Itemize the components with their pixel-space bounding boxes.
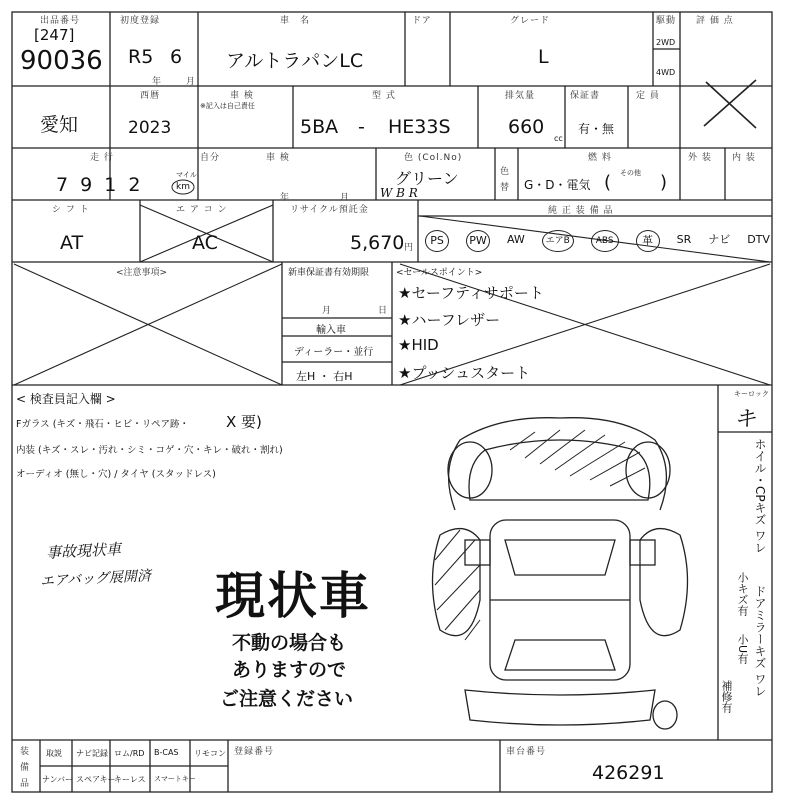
grade-label: グレード xyxy=(510,16,551,26)
model-name: アルトラパンLC xyxy=(226,50,364,72)
color-code: W B R xyxy=(380,186,418,200)
equip-abs: ABS xyxy=(591,230,619,252)
chassis-label: 車台番号 xyxy=(506,747,547,757)
color-label: 色 (Col.No) xyxy=(404,153,463,163)
equipment-label: 純 正 装 備 品 xyxy=(548,206,614,216)
inspector-line-1-mark: X 要) xyxy=(226,413,262,431)
fuel-paren-open: ( xyxy=(604,172,612,193)
note-col-4: 小U有 xyxy=(736,634,749,665)
fuel-other: その他 xyxy=(620,169,641,177)
equip-airbag: エアB xyxy=(542,230,574,252)
door-label: ドア xyxy=(412,16,432,26)
region: 愛知 xyxy=(40,114,79,136)
ac: AC xyxy=(192,232,218,254)
color-side-2: 替 xyxy=(500,183,511,193)
color-side-1: 色 xyxy=(500,167,511,177)
caution-label: <注意事項> xyxy=(116,268,168,278)
stamp-line-1: 不動の場合も xyxy=(232,632,347,654)
note-col-3: ドアミラーキズ ワレ xyxy=(753,585,767,697)
drive-4wd: 4WD xyxy=(656,68,676,77)
mileage-unit-top: マイル xyxy=(176,171,197,179)
equip-ps: PS xyxy=(425,230,449,252)
lot-label: 出品番号 xyxy=(40,16,81,26)
score-label: 評 価 点 xyxy=(696,16,734,26)
displacement: 660 xyxy=(508,116,545,138)
equip-leather: 革 xyxy=(636,230,660,252)
chassis-number: 426291 xyxy=(592,762,665,784)
mileage-unit: km xyxy=(176,182,190,192)
drive-2wd: 2WD xyxy=(656,38,676,47)
month-unit-3: 月 xyxy=(340,193,351,203)
drive-label: 駆動 xyxy=(656,16,677,26)
recycle: 5,670 xyxy=(350,232,405,254)
inspector-line-2: 内装 (キズ・スレ・汚れ・シミ・コゲ・穴・キレ・破れ・割れ) xyxy=(16,445,283,456)
car-diagram xyxy=(433,418,688,729)
recycle-unit: 円 xyxy=(404,243,415,253)
import-label: 輸入車 xyxy=(316,325,346,336)
interior-label: 内 装 xyxy=(732,153,756,163)
year-unit-3: 年 xyxy=(280,193,291,203)
stamp-line-3: ご注意ください xyxy=(220,688,354,710)
warranty-day: 日 xyxy=(378,306,389,316)
type-code: HE33S xyxy=(388,116,451,138)
sales-point-2: ★ハーフレザー xyxy=(398,311,501,329)
odometer-label: 自分 xyxy=(200,153,221,163)
warranty-label: 新車保証書有効期限 xyxy=(288,268,370,278)
mileage: 7 9 1 2 xyxy=(56,174,144,196)
model-label: 車 名 xyxy=(280,16,311,26)
stamp-title: 現状車 xyxy=(215,567,371,625)
equip-aw: AW xyxy=(506,233,525,246)
key-lock-mark: キ xyxy=(734,407,757,432)
lot-number: 90036 xyxy=(20,46,103,76)
inspection-label: 車 検 xyxy=(230,91,254,101)
exterior-label: 外 装 xyxy=(688,153,712,163)
sales-point-4: ★プッシュスタート xyxy=(398,364,531,382)
fuel-label: 燃 料 xyxy=(588,153,612,163)
sales-point-1: ★セーフティサポート xyxy=(398,284,544,302)
color: グリーン xyxy=(395,169,459,188)
key-lock-label: キーロック xyxy=(734,390,769,398)
equip-dtv: DTV xyxy=(747,233,770,246)
inspection-sub: ※記入は自己責任 xyxy=(200,102,255,110)
displacement-unit: cc xyxy=(554,134,563,143)
sales-label: <セールスポイント> xyxy=(396,268,483,278)
inspector-line-3: オーディオ (無し・穴) / タイヤ (スタッドレス) xyxy=(16,469,216,480)
steering-value: 左H ・ 右H xyxy=(296,370,353,383)
footer-side-3: 品 xyxy=(20,779,31,789)
handwritten-note-2: エアバッグ展開済 xyxy=(39,568,152,590)
footer-item-rom: ロム/RD xyxy=(114,749,145,758)
first-reg-label: 初度登録 xyxy=(120,16,161,26)
lot-prefix: [247] xyxy=(34,26,75,44)
first-reg-era: R5 xyxy=(128,46,154,68)
handwritten-note-1: 事故現状車 xyxy=(45,540,122,562)
note-col-2: 小キズ有 xyxy=(736,572,749,616)
year: 2023 xyxy=(128,118,172,138)
footer-item-spare-key: スペアキー xyxy=(76,775,116,784)
year-label: 西暦 xyxy=(140,91,161,101)
displacement-label: 排気量 xyxy=(505,91,536,101)
grade: L xyxy=(538,46,549,68)
footer-side-1: 装 xyxy=(20,747,31,757)
sales-point-3: ★HID xyxy=(398,336,439,354)
shift-label: シ フ ト xyxy=(52,205,90,215)
equip-navi: ナビ xyxy=(708,233,731,246)
month-unit: 月 xyxy=(186,77,197,87)
import-value: ディーラー・並行 xyxy=(294,347,374,358)
footer-item-plate: ナンバー xyxy=(42,775,74,784)
first-reg-month: 6 xyxy=(170,46,183,68)
equipment-list xyxy=(425,230,770,252)
ac-label: エ ア コ ン xyxy=(176,205,228,215)
footer-item-smart-key: スマートキー xyxy=(154,775,196,783)
inspector-title: < 検査員記入欄 > xyxy=(16,392,116,406)
type-dash: - xyxy=(358,116,365,138)
footer-item-navi-record: ナビ記録 xyxy=(76,749,108,758)
footer-item-keyless: キーレス xyxy=(114,775,146,784)
owner-manual-label: 保証書 xyxy=(570,91,601,101)
note-col-5: 補修有 xyxy=(720,680,733,713)
type-label: 型 式 xyxy=(372,91,396,101)
mileage-label: 走 行 xyxy=(90,153,114,163)
type-prefix: 5BA xyxy=(300,116,339,138)
warranty-month: 月 xyxy=(322,306,333,316)
reg-label: 登録番号 xyxy=(234,747,275,757)
stamp-line-2: ありますので xyxy=(232,659,347,681)
footer-item-remote: リモコン xyxy=(194,749,226,758)
equip-pw: PW xyxy=(466,230,490,252)
note-col-1: ホイル・CPキズ ワレ xyxy=(753,438,767,554)
footer-side-2: 備 xyxy=(20,763,31,773)
owner-manual-value: 有・無 xyxy=(578,122,615,136)
footer-item-bcas: B-CAS xyxy=(154,748,179,757)
footer-item-manual: 取説 xyxy=(46,749,62,758)
shift: AT xyxy=(60,232,84,254)
year-unit: 年 xyxy=(152,77,163,87)
fuel-paren-close: ) xyxy=(660,172,668,193)
fuel-options: G・D・電気 xyxy=(524,178,591,192)
inspector-line-1: Fガラス (キズ・飛石・ヒビ・リペア跡・ xyxy=(16,419,190,430)
inspection3-label: 車 検 xyxy=(266,153,290,163)
recycle-label: リサイクル預託金 xyxy=(290,205,369,215)
equip-sr: SR xyxy=(676,233,692,246)
capacity-label: 定 員 xyxy=(636,91,660,101)
